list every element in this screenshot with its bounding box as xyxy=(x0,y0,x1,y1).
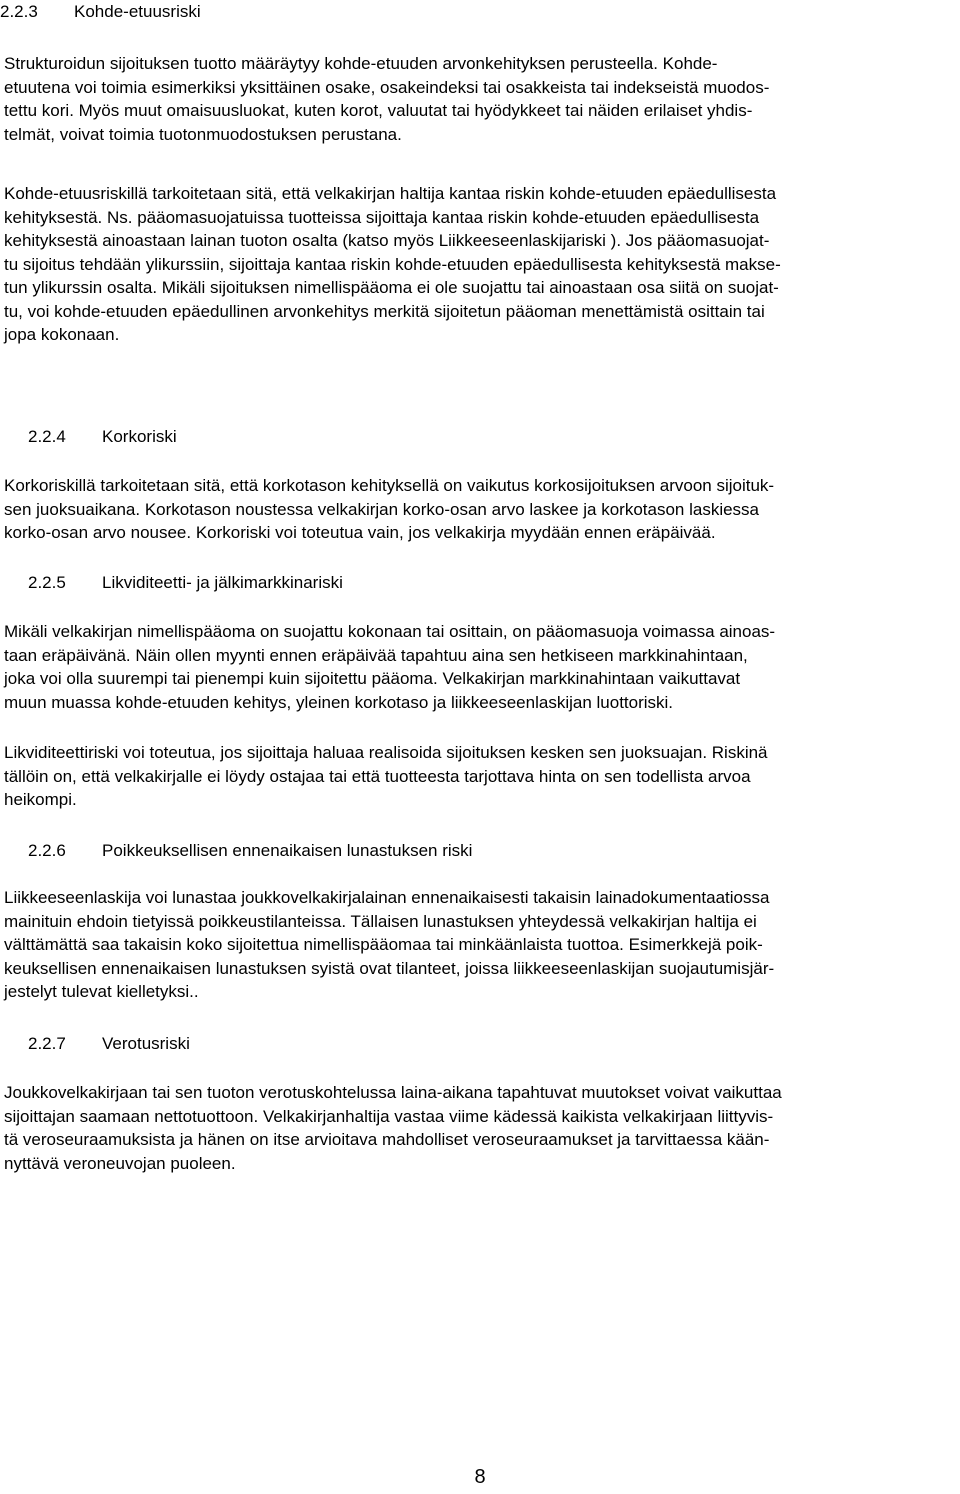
page-number: 8 xyxy=(474,1466,486,1488)
text-line: tu sijoitus tehdään ylikurssiin, sijoittaja kantaa riskin kohde-etuuden epäedullisesta kehityksestä makse- xyxy=(4,254,781,274)
text-line: tu, voi kohde-etuuden epäedullinen arvonkehitys merkitä sijoitetun pääoman menettämistä osittain tai xyxy=(4,301,765,321)
section-title: Verotusriski xyxy=(102,1034,190,1053)
text-line: jestelyt tulevat kielletyksi.. xyxy=(4,982,199,1001)
section-title: Korkoriski xyxy=(102,427,177,446)
text-line: tettu kori. Myös muut omaisuusluokat, kuten korot, valuutat tai hyödykkeet tai näiden erilaiset yhdis- xyxy=(4,101,753,120)
paragraph xyxy=(4,620,956,714)
section-number: 2.2.5 xyxy=(28,573,66,592)
paragraph xyxy=(4,741,956,812)
section-heading-2-2-3 xyxy=(0,0,960,24)
text-line: jopa kokonaan. xyxy=(4,325,120,344)
text-line: mainituin ehdoin tietyissä poikkeustilanteissa. Tällaisen lunastuksen yhteydessä velkakirjan haltija ei xyxy=(4,911,757,931)
paragraph xyxy=(4,1081,956,1175)
text-line: Kohde-etuusriskillä tarkoitetaan sitä, että velkakirjan haltija kantaa riskin kohde-etuuden epäedullisesta xyxy=(4,184,777,203)
text-line: kehityksestä ainoastaan lainan tuoton osalta (katso myös Liikkeeseenlaskijariski ). Jos pääomasuojat- xyxy=(4,231,770,250)
text-line: telmät, voivat toimia tuotonmuodostuksen perustana. xyxy=(4,124,402,144)
text-line: muun muassa kohde-etuuden kehitys, yleinen korkotaso ja liikkeeseenlaskijan luottoriski. xyxy=(4,692,674,712)
section-number: 2.2.6 xyxy=(28,841,66,860)
text-line: tun ylikurssin osalta. Mikäli sijoituksen nimellispääoma ei ole suojattu tai ainoastaan osa siitä on suojat- xyxy=(4,278,779,297)
text-line: välttämättä saa takaisin koko sijoitettua nimellispääomaa tai minkäänlaista tuottoa. Esimerkkejä poik- xyxy=(4,935,763,954)
section-title: Poikkeuksellisen ennenaikaisen lunastuksen riski xyxy=(102,841,473,860)
text-line: tällöin on, että velkakirjalle ei löydy ostajaa tai että tuotteesta tarjottava hinta on sen todellista arvoa xyxy=(4,766,751,786)
text-line: korko-osan arvo nousee. Korkoriski voi toteutua vain, jos velkakirja myydään ennen eräpäivää. xyxy=(4,523,716,542)
section-heading-2-2-7 xyxy=(0,1032,960,1056)
text-line: taan eräpäivänä. Näin ollen myynti ennen eräpäivää tapahtuu aina sen hetkiseen markkinahintaan, xyxy=(4,645,748,665)
text-line: sen juoksuaikana. Korkotason noustessa velkakirjan korko-osan arvo laskee ja korkotason laskiessa xyxy=(4,499,760,519)
text-line: Liikkeeseenlaskija voi lunastaa joukkovelkakirjalainan ennenaikaisesti takaisin lainadokumentaatiossa xyxy=(4,888,770,907)
text-line: Korkoriskillä tarkoitetaan sitä, että korkotason kehityksellä on vaikutus korkosijoituksen arvoon sijoituk- xyxy=(4,476,775,495)
text-line: tä veroseuraamuksista ja hänen on itse arvioitava mahdolliset veroseuraamukset ja tarvittaessa kään- xyxy=(4,1130,770,1149)
text-line: etuutena voi toimia esimerkiksi yksittäinen osake, osakeindeksi tai osakkeista tai indekseistä muodos- xyxy=(4,77,770,97)
text-line: Mikäli velkakirjan nimellispääoma on suojattu kokonaan tai osittain, on pääomasuoja voimassa ainoas- xyxy=(4,622,776,641)
text-line: kehityksestä. Ns. pääomasuojatuissa tuotteissa sijoittaja kantaa riskin kohde-etuuden epäedullisesta xyxy=(4,207,760,227)
paragraph xyxy=(4,52,956,146)
text-line: Joukkovelkakirjaan tai sen tuoton verotuskohtelussa laina-aikana tapahtuvat muutokset voivat vaikuttaa xyxy=(4,1083,782,1102)
paragraph xyxy=(4,886,956,1004)
section-heading-2-2-4 xyxy=(0,425,960,449)
section-number: 2.2.3 xyxy=(0,2,38,21)
section-number: 2.2.7 xyxy=(28,1034,66,1053)
section-title: Likviditeetti- ja jälkimarkkinariski xyxy=(102,573,343,592)
text-line: keuksellisen ennenaikaisen lunastuksen syistä ovat tilanteet, joissa liikkeeseenlaskijan suojautumisjär- xyxy=(4,958,775,978)
text-line: nyttävä veroneuvojan puoleen. xyxy=(4,1153,236,1173)
text-line: joka voi olla suurempi tai pienempi kuin sijoitettu pääoma. Velkakirjan markkinahintaan vaikuttavat xyxy=(4,669,741,688)
section-heading-2-2-5 xyxy=(0,571,960,595)
paragraph xyxy=(4,474,956,545)
section-heading-2-2-6 xyxy=(0,839,960,863)
text-line: sijoittajan saamaan nettotuottoon. Velkakirjanhaltija vastaa viime kädessä kaikista velkakirjaan liittyvis- xyxy=(4,1106,774,1126)
text-line: Likviditeettiriski voi toteutua, jos sijoittaja haluaa realisoida sijoituksen kesken sen juoksuajan. Riskinä xyxy=(4,743,768,762)
text-line: Strukturoidun sijoituksen tuotto määräytyy kohde-etuuden arvonkehityksen perusteella. Kohde- xyxy=(4,54,718,73)
section-number: 2.2.4 xyxy=(28,427,66,446)
paragraph xyxy=(4,182,956,347)
text-line: heikompi. xyxy=(4,790,77,809)
section-title: Kohde-etuusriski xyxy=(74,2,201,21)
